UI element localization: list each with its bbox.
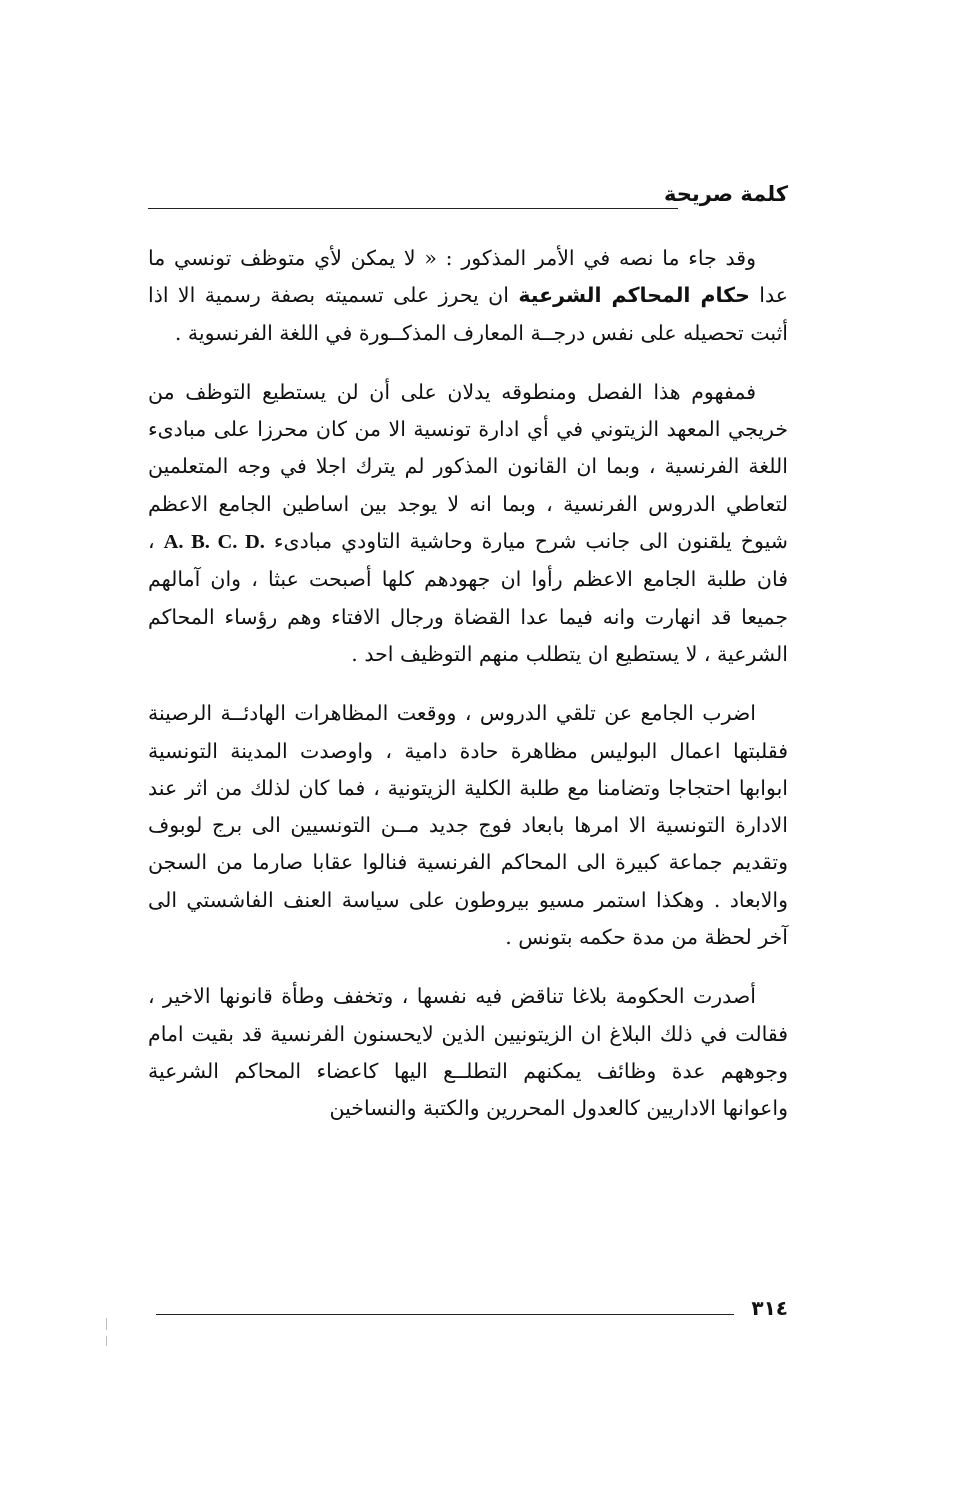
paragraph-2-latin: A. B. C. D. [163, 531, 265, 554]
paragraph-1-text: وقد جاء ما نصه في الأمر المذكور : « لا يمكن لأي متوظف تونسي ما عدا [148, 246, 788, 308]
paragraph-4-text: أصدرت الحكومة بلاغا تناقض فيه نفسها ، وتخفف وطأة قانونها الاخير ، فقالت في ذلك البلاغ ان الزيتونيين الذين لايحسنون الفرنسية قد بقيت امام وجوههم عدة وظائف يمكنهم التطلــع اليها كاعضاء المحاكم الشرعية واعوانها الاداريين كالعدول المحررين والكتبة والنساخين [148, 984, 788, 1121]
paragraph-1-rest: ان يحرز على تسميته بصفة رسمية الا اذا أثبت تحصيله على نفس درجــة المعارف المذكــورة في اللغة الفرنسوية . [148, 283, 788, 345]
paragraph-2-rest: ، فان طلبة الجامع الاعظم رأوا ان جهودهم كلها أصبحت عبثا ، وان آمالهم جميعا قد انهارت وانه فيما عدا القضاة ورجال الافتاء وهم رؤساء المحاكم الشرعية ، لا يستطيع ان يتطلب منهم التوظيف احد . [148, 529, 788, 666]
page-number: ٣١٤ [751, 1296, 788, 1320]
paragraph-2-text: فمفهوم هذا الفصل ومنطوقه يدلان على أن لن يستطيع التوظف من خريجي المعهد الزيتوني في أي ادارة تونسية الا من كان محرزا على مبادىء اللغة الفرنسية ، وبما ان القانون المذكور لم يترك اجلا في وجه المتعلمين لتعاطي الدروس الفرنسية ، وبما انه لا يوجد بين اساطين الجامع الاعظم شيوخ يلقنون الى جانب شرح ميارة وحاشية التاودي مبادىء [148, 379, 788, 554]
header-rule [148, 208, 678, 209]
running-header [148, 178, 788, 218]
paragraph-2 [148, 374, 788, 673]
running-header-title: كلمة صريحة [663, 182, 788, 206]
scan-mark [106, 1318, 107, 1330]
body-text [148, 240, 788, 1150]
scan-mark [106, 1336, 107, 1346]
paragraph-3 [148, 695, 788, 956]
paragraph-1-bold: حكام المحاكم الشرعية [518, 283, 750, 308]
paragraph-1 [148, 240, 788, 352]
footer-rule [156, 1314, 734, 1315]
paragraph-3-text: اضرب الجامع عن تلقي الدروس ، ووقعت المظاهرات الهادئــة الرصينة فقلبتها اعمال البوليس مظاهرة حادة دامية ، واوصدت المدينة التونسية ابوابها احتجاجا وتضامنا مع طلبة الكلية الزيتونية ، فما كان لذلك من اثر عند الادارة التونسية الا امرها بابعاد فوج جديد مــن التونسيين الى برج لوبوف وتقديم جماعة كبيرة الى المحاكم الفرنسية فنالوا عقابا صارما من السجن والابعاد . وهكذا استمر مسيو بيروطون على سياسة العنف الفاشستي الى آخر لحظة من مدة حكمه بتونس . [148, 701, 788, 950]
page-footer [148, 1296, 788, 1326]
paragraph-4 [148, 978, 788, 1127]
